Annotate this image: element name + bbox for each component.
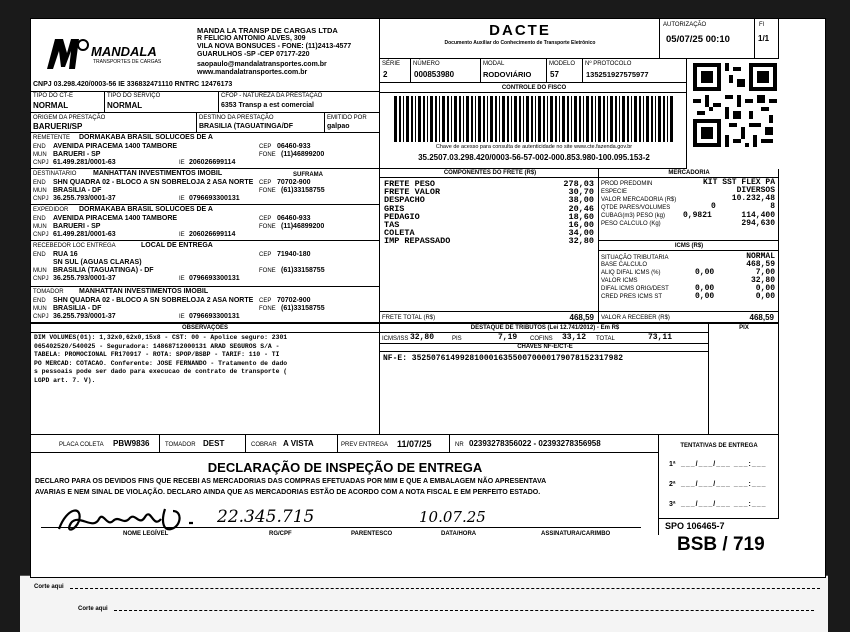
difal-label: DIFAL ICMS ORIG/DEST bbox=[601, 286, 669, 292]
mercadoria-block bbox=[599, 169, 779, 241]
tomador-end: SHN QUADRA 02 - BLOCO A SN SOBRELOJA 2 ASA NORTE bbox=[53, 297, 254, 304]
difal-orig-value: 0,00 bbox=[695, 284, 715, 293]
expedidor-ie-label: IE bbox=[179, 232, 185, 238]
declaracao-block bbox=[31, 453, 659, 535]
frete-item-name: COLETA bbox=[384, 228, 415, 239]
tributos-title: DESTAQUE DE TRIBUTOS (Lei 12.741/2012) - Em R$ bbox=[470, 325, 620, 331]
tomador-cep: 70702-900 bbox=[277, 297, 311, 304]
recebedor-cnpj-label: CNPJ bbox=[33, 276, 49, 282]
serie-value: 2 bbox=[383, 70, 388, 79]
frete-item-name: PEDAGIO bbox=[384, 211, 420, 222]
valor-mercadoria-value: 10.232,48 bbox=[731, 194, 775, 203]
remetente-cnpj: 61.499.281/0001-63 bbox=[53, 159, 116, 166]
destinatario-cnpj-label: CNPJ bbox=[33, 196, 49, 202]
tipo-cte-value: NORMAL bbox=[33, 101, 69, 110]
autorizacao-value: 05/07/25 00:10 bbox=[666, 34, 730, 45]
numero-cell bbox=[411, 59, 481, 83]
recebedor-fone-label: FONE bbox=[259, 268, 276, 274]
destino-value: BRASILIA (TAGUATINGA/DF bbox=[199, 123, 293, 130]
tomador-name: MANHATTAN INVESTIMENTOS IMOBIL bbox=[79, 288, 209, 295]
emitido-cell bbox=[325, 113, 379, 133]
tomador-ie: 0796693300131 bbox=[189, 313, 240, 320]
numero-value: 000853980 bbox=[414, 70, 455, 79]
placa-value: PBW9836 bbox=[113, 439, 150, 448]
recebedor-block bbox=[31, 241, 379, 287]
tributos-block bbox=[379, 323, 709, 435]
qtde-pares-value: 0 bbox=[711, 202, 716, 211]
controle-fisco-block bbox=[379, 83, 687, 169]
chave-acesso-value: 35.2507.03.298.420/0003-56-57-002-000.853.980-100.095.153-2 bbox=[418, 153, 650, 162]
tomador-end-label: END bbox=[33, 298, 46, 304]
expedidor-label: EXPEDIDOR bbox=[33, 207, 69, 213]
especie-value: DIVERSOS bbox=[736, 186, 775, 195]
observacao-line: LGPD art. 7. V). bbox=[34, 376, 96, 384]
tipo-servico-label: TIPO DO SERVIÇO bbox=[107, 93, 161, 99]
qtde-label: QTDE PARES/VOLUMES bbox=[601, 205, 671, 211]
footer-tomador-value: DEST bbox=[203, 439, 225, 448]
recebedor-ie: 0796693300131 bbox=[189, 275, 240, 282]
base-calculo-value: 468,59 bbox=[746, 260, 775, 269]
cubag-label: CUBAG(m3) PESO (kg) bbox=[601, 213, 666, 219]
dacte-subtitle: Documento Auxiliar do Conhecimento de Transporte Eletrônico bbox=[444, 40, 596, 46]
recebedor-mun: BRASILIA (TAGUATINGA) - DF bbox=[53, 267, 154, 274]
destinatario-block bbox=[31, 169, 379, 205]
serie-label: SÉRIE bbox=[382, 61, 401, 67]
valor-icms-value: 32,80 bbox=[750, 276, 775, 285]
icms-iss-value: 32,80 bbox=[410, 333, 435, 342]
company-city: GUARULHOS -SP -CEP 07177-220 bbox=[197, 51, 310, 58]
protocolo-cell bbox=[583, 59, 687, 83]
company-district: VILA NOVA BONSUCES - FONE: (11)2413-4577 bbox=[197, 43, 352, 50]
recebedor-cep: 71940-180 bbox=[277, 251, 311, 258]
cobrar-label: COBRAR bbox=[251, 442, 277, 448]
destinatario-name: MANHATTAN INVESTIMENTOS IMOBIL bbox=[93, 170, 223, 177]
destinatario-label: DESTINATARIO bbox=[33, 171, 77, 177]
destinatario-cnpj: 36.255.793/0001-37 bbox=[53, 195, 116, 202]
expedidor-mun: BARUERI - SP bbox=[53, 223, 101, 230]
cubag-value: 0,9821 bbox=[683, 211, 712, 220]
remetente-mun-label: MUN bbox=[33, 152, 47, 158]
dacte-title-block bbox=[379, 19, 659, 59]
origem-cell bbox=[31, 113, 197, 133]
company-email[interactable]: saopaulo@mandalatransportes.com.br bbox=[197, 61, 327, 68]
recebedor-fone: (61)33158755 bbox=[281, 267, 325, 274]
peso-calc-label: PESO CALCULO (Kg) bbox=[601, 221, 661, 227]
expedidor-cnpj: 61.499.281/0001-63 bbox=[53, 231, 116, 238]
parentesco-label: PARENTESCO bbox=[351, 531, 393, 537]
rg-cpf-label: RG/CPF bbox=[269, 531, 292, 537]
remetente-name: DORMAKABA BRASIL SOLUCOES DE A bbox=[79, 134, 213, 141]
tomador-ie-label: IE bbox=[179, 314, 185, 320]
tentativas-block: TENTATIVAS DE ENTREGA 1ª ___/___/___ ___:___ 2ª ___/___/___ ___:___ 3ª ___/___/___ ___:___ bbox=[659, 435, 779, 519]
qr-code-icon bbox=[693, 63, 777, 147]
remetente-fone-label: FONE bbox=[259, 152, 276, 158]
cfop-cell bbox=[219, 91, 379, 113]
expedidor-end: AVENIDA PIRACEMA 1400 TAMBORE bbox=[53, 215, 178, 222]
barcode-icon bbox=[394, 96, 674, 142]
recebedor-end2: SN SUL (AGUAS CLARAS) bbox=[53, 259, 142, 266]
cut-line bbox=[70, 588, 820, 589]
pix-label: PIX bbox=[739, 325, 749, 331]
frete-title: COMPONENTES DO FRETE (R$) bbox=[443, 170, 537, 176]
expedidor-cep: 06460-933 bbox=[277, 215, 311, 222]
frete-item-value: 34,00 bbox=[568, 228, 594, 239]
dacte-document bbox=[30, 18, 826, 578]
frete-item-value: 20,46 bbox=[568, 203, 594, 214]
tomador-cnpj-label: CNPJ bbox=[33, 314, 49, 320]
cobrar-value: A VISTA bbox=[283, 439, 314, 448]
nr-label: NR bbox=[455, 442, 464, 448]
valor-mercadoria-label: VALOR MERCADORIA (R$) bbox=[601, 197, 677, 203]
footer-info-row bbox=[31, 435, 659, 453]
frete-item-value: 16,00 bbox=[568, 220, 594, 230]
icms-block bbox=[599, 241, 779, 311]
serie-cell bbox=[379, 59, 411, 83]
tomador-fone: (61)33158755 bbox=[281, 305, 325, 312]
componentes-frete-block bbox=[379, 169, 599, 311]
frete-item-name: IMP REPASSADO bbox=[384, 236, 451, 247]
cofins-value: 33,12 bbox=[562, 333, 587, 342]
tomador-mun: BRASILIA - DF bbox=[53, 305, 102, 312]
autorizacao-block bbox=[659, 19, 755, 59]
nfe-key: NF-E: 35250761499281000163550070000179078152317982 bbox=[383, 354, 624, 363]
modal-cell bbox=[481, 59, 547, 83]
icms-title: ICMS (R$) bbox=[674, 243, 704, 249]
frete-total-label: FRETE TOTAL (R$) bbox=[382, 315, 436, 321]
expedidor-block bbox=[31, 205, 379, 241]
frete-item-value: 278,03 bbox=[563, 179, 594, 189]
modelo-cell bbox=[547, 59, 583, 83]
modelo-value: 57 bbox=[550, 70, 559, 79]
modal-label: MODAL bbox=[483, 61, 505, 67]
expedidor-mun-label: MUN bbox=[33, 224, 47, 230]
placa-label: PLACA COLETA bbox=[59, 442, 104, 448]
remetente-ie-label: IE bbox=[179, 160, 185, 166]
tipo-servico-value: NORMAL bbox=[107, 101, 143, 110]
pix-block bbox=[709, 323, 779, 435]
pis-label: PIS bbox=[452, 336, 462, 342]
recebedor-label: RECEBEDOR LOC ENTREGA bbox=[33, 243, 116, 249]
nr-value: 02393278356022 - 02393278356958 bbox=[469, 439, 601, 448]
pis-value: 7,19 bbox=[498, 333, 518, 342]
expedidor-fone: (11)46899200 bbox=[281, 223, 325, 230]
tentativa-1-label: 1ª bbox=[669, 461, 676, 468]
declaracao-line-1: DECLARO PARA OS DEVIDOS FINS QUE RECEBI AS MERCADORIAS DAS COMPRAS EFETUADAS POR MIM E QUE A EMBALAGEM NÃO APRESENTAVA bbox=[35, 478, 547, 485]
tomador-cep-label: CEP bbox=[259, 298, 272, 304]
origem-value: BARUERI/SP bbox=[33, 122, 83, 131]
prod-value: KIT SST FLEX PA bbox=[702, 178, 775, 187]
fl-label: Fl bbox=[759, 22, 764, 28]
expedidor-cep-label: CEP bbox=[259, 216, 272, 222]
valor-receber-cell bbox=[599, 311, 779, 323]
destinatario-fone: (61)33158755 bbox=[281, 187, 325, 194]
recebedor-name: LOCAL DE ENTREGA bbox=[141, 242, 213, 249]
origem-label: ORIGEM DA PRESTAÇÃO bbox=[33, 115, 106, 121]
tipo-servico-cell bbox=[105, 91, 219, 113]
remetente-cep: 06460-933 bbox=[277, 143, 311, 150]
frete-item-name: TAS bbox=[384, 220, 400, 230]
recebedor-ie-label: IE bbox=[179, 276, 185, 282]
prod-label: PROD PREDOMIN bbox=[601, 181, 653, 187]
prev-entrega-value: 11/07/25 bbox=[397, 439, 432, 449]
recebedor-end: RUA 16 bbox=[53, 251, 78, 258]
company-site[interactable]: www.mandalatransportes.com.br bbox=[197, 69, 308, 76]
numero-label: NÚMERO bbox=[413, 61, 440, 67]
cut-line bbox=[114, 610, 814, 611]
expedidor-cnpj-label: CNPJ bbox=[33, 232, 49, 238]
assinatura-label: ASSINATURA/CARIMBO bbox=[541, 531, 611, 537]
tomador-mun-label: MUN bbox=[33, 306, 47, 312]
destino-label: DESTINO DA PRESTAÇÃO bbox=[199, 115, 274, 121]
frete-item-value: 30,70 bbox=[568, 187, 594, 198]
frete-item-name: DESPACHO bbox=[384, 195, 425, 206]
cfop-label: CFOP - NATUREZA DA PRESTAÇÃO bbox=[221, 93, 323, 99]
logo-subtext: TRANSPORTES DE CARGAS bbox=[93, 59, 162, 65]
tentativa-2-label: 2ª bbox=[669, 481, 676, 488]
base-calculo-label: BASE CALCULO bbox=[601, 262, 648, 268]
aliq-label: ALIQ DIFAL ICMS (%) bbox=[601, 270, 661, 276]
difal-dest-value: 0,00 bbox=[755, 284, 775, 293]
declaracao-line-2: AVARIAS E NEM SINAL DE VIOLAÇÃO. DECLARO AINDA QUE AS MERCADORIAS ESTÃO DE ACORDO COM A NOTA FISCAL E EM PERFEITO ESTADO. bbox=[35, 489, 541, 496]
chave-acesso-label: Chave de acesso para consulta de autenticidade no site www.cte.fazenda.gov.br bbox=[435, 144, 633, 150]
cofins-label: COFINS bbox=[530, 336, 553, 342]
frete-total-cell bbox=[379, 311, 599, 323]
logo-text: MANDALA bbox=[91, 44, 157, 59]
qtde-volumes-value: 8 bbox=[770, 202, 775, 211]
destinatario-ie: 0796693300131 bbox=[189, 195, 240, 202]
tomador-cnpj: 36.255.793/0001-37 bbox=[53, 313, 116, 320]
frete-item-value: 18,60 bbox=[568, 211, 594, 222]
cfop-value: 6353 Transp a est comercial bbox=[221, 102, 314, 109]
valor-receber-value: 468,59 bbox=[749, 313, 774, 322]
frete-total-value: 468,59 bbox=[569, 313, 594, 322]
handwritten-data: 10.07.25 bbox=[419, 508, 486, 526]
destinatario-ie-label: IE bbox=[179, 196, 185, 202]
remetente-mun: BARUERI - SP bbox=[53, 151, 101, 158]
observacao-line: 065402520/540025 - Seguradora: 14868712000131 ARAD SEGUROS S/A - bbox=[34, 342, 280, 350]
aliq-difal-value: 0,00 bbox=[695, 268, 715, 277]
controle-fisco-label: CONTROLE DO FISCO bbox=[501, 85, 567, 91]
prev-entrega-label: PREV ENTREGA bbox=[341, 442, 389, 448]
recebedor-cnpj: 36.255.793/0001-37 bbox=[53, 275, 116, 282]
expedidor-name: DORMAKABA BRASIL SOLUCOES DE A bbox=[79, 206, 213, 213]
chaves-label: CHAVES NF-E/CT-E bbox=[517, 344, 573, 350]
spo-code: SPO 106465-7 bbox=[665, 521, 725, 531]
remetente-cnpj-label: CNPJ bbox=[33, 160, 49, 166]
mandala-logo-icon bbox=[45, 37, 89, 71]
frete-item-value: 38,00 bbox=[568, 195, 594, 206]
remetente-cep-label: CEP bbox=[259, 144, 272, 150]
company-cnpj: CNPJ 03.298.420/0003-56 IE 336832471110 RNTRC 12476173 bbox=[33, 81, 233, 88]
nome-legivel-label: NOME LEGÍVEL bbox=[123, 531, 169, 537]
remetente-fone: (11)46899200 bbox=[281, 151, 325, 158]
observacao-line: TABELA: PROMOCIONAL FR170917 - ROTA: SPOP/BSBP - TARIF: 110 - TI bbox=[34, 351, 280, 358]
observacao-line: s pessoais pode ser dado para execucao de contrato de transporte ( bbox=[34, 368, 288, 375]
remetente-ie: 206026699114 bbox=[189, 159, 236, 166]
peso-calc-value: 294,630 bbox=[741, 219, 775, 228]
sit-trib-label: SITUAÇÃO TRIBUTARIA bbox=[601, 255, 669, 261]
tributos-total-value: 73,11 bbox=[648, 333, 673, 342]
tributos-total-label: TOTAL bbox=[596, 336, 615, 342]
remetente-end: AVENIDA PIRACEMA 1400 TAMBORE bbox=[53, 143, 178, 150]
peso-value: 114,400 bbox=[741, 211, 775, 220]
footer-tomador-label: TOMADOR bbox=[165, 442, 196, 448]
tentativa-3-label: 3ª bbox=[669, 501, 676, 508]
observacoes-title: OBSERVAÇÕES bbox=[181, 325, 229, 331]
expedidor-end-label: END bbox=[33, 216, 46, 222]
company-header bbox=[31, 19, 379, 89]
tentativas-label: TENTATIVAS DE ENTREGA bbox=[680, 443, 758, 449]
declaracao-title: DECLARAÇÃO DE INSPEÇÃO DE ENTREGA bbox=[207, 460, 483, 475]
cred-pres-b-value: 0,00 bbox=[755, 292, 775, 301]
modal-value: RODOVIÁRIO bbox=[483, 70, 532, 79]
expedidor-fone-label: FONE bbox=[259, 224, 276, 230]
handwritten-rg: 22.345.715 bbox=[217, 507, 315, 527]
lower-page-edge bbox=[20, 575, 828, 632]
recebedor-mun-label: MUN bbox=[33, 268, 47, 274]
especie-label: ESPECIE bbox=[601, 189, 628, 195]
fl-block bbox=[755, 19, 779, 59]
destinatario-mun-label: MUN bbox=[33, 188, 47, 194]
protocolo-label: Nº PROTOCOLO bbox=[585, 61, 632, 67]
tomador-block bbox=[31, 287, 379, 323]
valor-icms-label: VALOR ICMS bbox=[601, 278, 638, 284]
destino-cell bbox=[197, 113, 325, 133]
destinatario-mun: BRASILIA - DF bbox=[53, 187, 102, 194]
cut-label: Corte aqui bbox=[78, 606, 108, 612]
observacao-line: PO MERCAD: COTACAO. Conferente: JOSE FERNANDO - Tratamento de dado bbox=[34, 359, 288, 367]
company-street: R FELICIO ANTONIO ALVES, 309 bbox=[197, 35, 306, 42]
tipo-cte-label: TIPO DO CT-E bbox=[33, 93, 74, 99]
valor-receber-label: VALOR A RECEBER (R$) bbox=[601, 315, 670, 321]
fl-value: 1/1 bbox=[758, 34, 770, 43]
mercadoria-title: MERCADORIA bbox=[668, 170, 710, 176]
modelo-label: MODELO bbox=[549, 61, 576, 67]
recebedor-cep-label: CEP bbox=[259, 252, 272, 258]
suframa-label: SUFRAMA bbox=[293, 172, 323, 178]
remetente-end-label: END bbox=[33, 144, 46, 150]
signature-icon bbox=[53, 501, 213, 535]
destinatario-end: SHN QUADRA 02 - BLOCO A SN SOBRELOJA 2 ASA NORTE bbox=[53, 179, 254, 186]
expedidor-ie: 206026699114 bbox=[189, 231, 236, 238]
tomador-label: TOMADOR bbox=[33, 289, 64, 295]
remetente-label: REMETENTE bbox=[33, 135, 71, 141]
observacoes-block bbox=[31, 323, 379, 435]
bsb-code: BSB / 719 bbox=[677, 534, 765, 555]
destinatario-cep-label: CEP bbox=[259, 180, 272, 186]
tipo-cte-cell bbox=[31, 91, 105, 113]
sit-trib-value: NORMAL bbox=[746, 252, 775, 261]
tomador-fone-label: FONE bbox=[259, 306, 276, 312]
dacte-title: DACTE bbox=[489, 22, 551, 39]
protocolo-value: 135251927575977 bbox=[586, 70, 649, 79]
company-name: MANDA LA TRANSP DE CARGAS LTDA bbox=[197, 26, 338, 35]
frete-item-name: GRIS bbox=[384, 203, 405, 214]
frete-item-name: FRETE PESO bbox=[384, 179, 436, 189]
autorizacao-label: AUTORIZAÇÃO bbox=[663, 22, 707, 28]
recebedor-end-label: END bbox=[33, 252, 46, 258]
destinatario-cep: 70702-900 bbox=[277, 179, 311, 186]
emitido-value: galpao bbox=[327, 123, 350, 130]
icms-iss-label: ICMS/ISS bbox=[382, 336, 409, 342]
destinatario-fone-label: FONE bbox=[259, 188, 276, 194]
cut-label: Corte aqui bbox=[34, 584, 64, 590]
frete-item-name: FRETE VALOR bbox=[384, 187, 441, 198]
cred-pres-label: CRED PRES ICMS ST bbox=[601, 294, 663, 300]
data-hora-label: DATA/HORA bbox=[441, 531, 477, 537]
observacao-line: DIM VOLUMES(01): 1,32x0,62x0,15x8 - CST: 00 - Apolice seguro: 2301 bbox=[34, 334, 288, 341]
destinatario-end-label: END bbox=[33, 180, 46, 186]
frete-item-value: 32,80 bbox=[568, 236, 594, 247]
aliq-value: 7,00 bbox=[755, 268, 775, 277]
emitido-label: EMITIDO POR bbox=[327, 115, 367, 121]
cred-pres-a-value: 0,00 bbox=[695, 292, 715, 301]
remetente-block bbox=[31, 133, 379, 169]
